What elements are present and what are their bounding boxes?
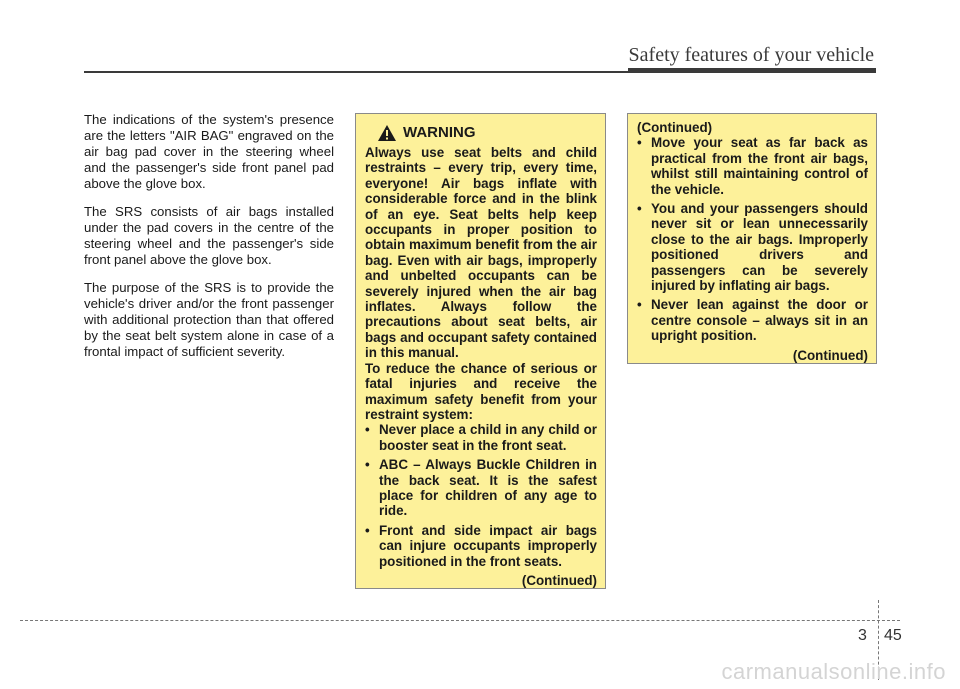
warning-intro: Always use seat belts and child restraints – every trip, every time, everyone! Air bags inflate with considerable force and in the blink of an eye. Seat belts help keep occupants in proper position to obtain maximum benefit from the air bag. Even with air bags, improperly and unbelted occupants can be severely injured when the air bag inflates. Always follow the precautions about seat belts, air bags and occupant safety contained in this manual. (365, 145, 597, 361)
warning-title: WARNING (403, 124, 476, 142)
bullet-text: Never place a child in any child or booster seat in the front seat. (379, 422, 597, 453)
bullet-text: Front and side impact air bags can injure occupants improperly positioned in the front seats. (379, 522, 597, 569)
header-rule-accent (628, 68, 876, 73)
page-number: 45 (884, 627, 902, 644)
warning-heading (365, 124, 597, 142)
warning-bullet-list (365, 422, 597, 569)
list-item: • You and your passengers should never sit or lean unnecessarily close to the air bags. Improperly positioned drivers and passengers can be severely injured by inflating air bags. (637, 201, 868, 294)
paragraph-srs-purpose: The purpose of the SRS is to provide the vehicle's driver and/or the front passenger with additional protection than that offered by the seat belt system alone in case of a frontal impact of sufficient severity. (84, 280, 334, 359)
warning-triangle-icon (377, 124, 397, 142)
continued-warning-box (627, 113, 877, 364)
list-item: • Front and side impact air bags can injure occupants improperly positioned in the front seats. (365, 522, 597, 569)
continued-bullet-list (637, 135, 868, 343)
chapter-number: 3 (858, 627, 867, 644)
continued-label: (Continued) (792, 347, 868, 363)
left-column (84, 112, 334, 372)
bullet-text: You and your passengers should never sit or lean unnecessarily close to the air bags. Improperly positioned drivers and passengers can be severely injured by inflating air bags. (651, 201, 868, 294)
bullet-text: Never lean against the door or centre console – always sit in an upright position. (651, 297, 868, 344)
list-item: • ABC – Always Buckle Children in the back seat. It is the safest place for children of any age to ride. (365, 457, 597, 519)
bullet-text: ABC – Always Buckle Children in the back seat. It is the safest place for children of any age to ride. (379, 457, 597, 519)
list-item: • Never place a child in any child or booster seat in the front seat. (365, 422, 597, 453)
bullet-text: Move your seat as far back as practical from the front air bags, whilst still maintaining control of the vehicle. (651, 135, 868, 197)
watermark: carmanualsonline.info (721, 659, 946, 684)
paragraph-indications: The indications of the system's presence are the letters "AIR BAG" engraved on the air bag pad cover in the steering wheel and the passenger's side front panel pad above the glove box. (84, 112, 334, 191)
paragraph-srs-consists: The SRS consists of air bags installed under the pad covers in the centre of the steering wheel and the passenger's side front panel above the glove box. (84, 204, 334, 267)
continued-heading: (Continued) (637, 120, 713, 135)
list-item: • Never lean against the door or centre console – always sit in an upright position. (637, 297, 868, 344)
section-title: Safety features of your vehicle (628, 44, 874, 66)
list-item: • Move your seat as far back as practical from the front air bags, whilst still maintaining control of the vehicle. (637, 135, 868, 197)
continued-label: (Continued) (521, 572, 597, 588)
footer-rule (20, 620, 900, 621)
warning-lead: To reduce the chance of serious or fatal injuries and receive the maximum safety benefit from your restraint system: (365, 360, 597, 422)
warning-box (355, 113, 606, 589)
